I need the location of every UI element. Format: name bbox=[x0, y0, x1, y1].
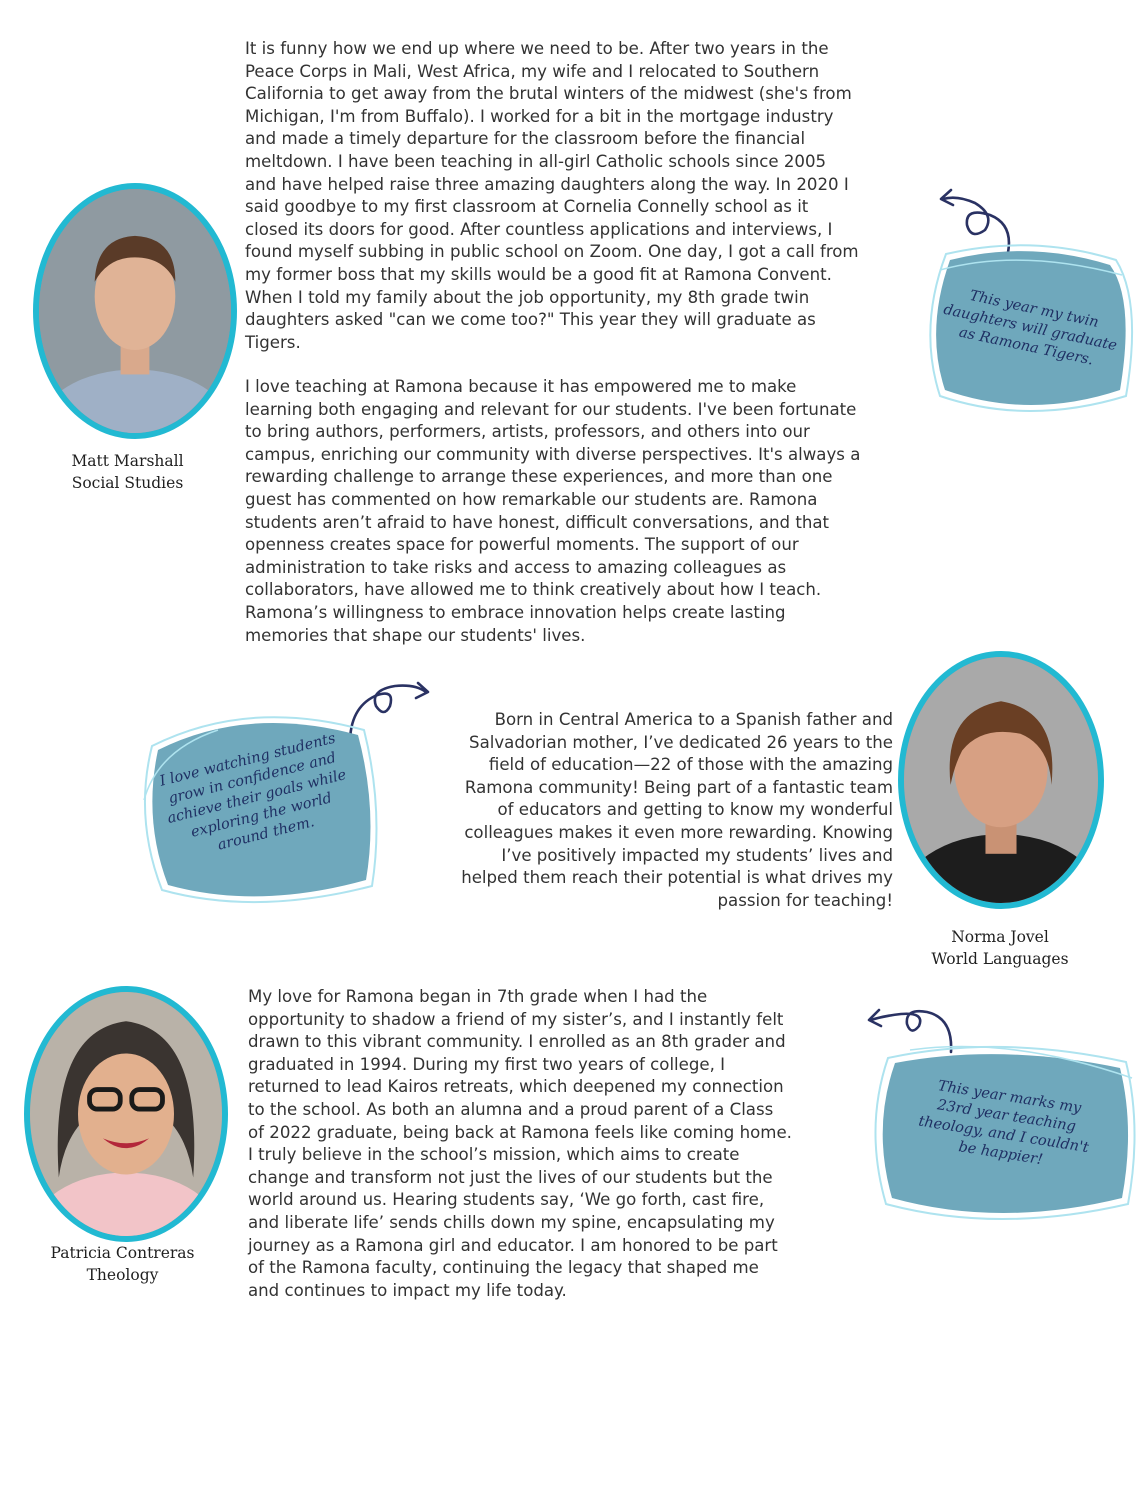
profile-1-subject: Social Studies bbox=[71, 474, 184, 492]
profile-1-quote: This year my twin daughters will graduate as Ramona Tigers. bbox=[941, 287, 1119, 369]
profile-1-caption bbox=[40, 450, 215, 494]
profile-2-quote: I love watching students grow in confidence and achieve their goals while exploring the world around them. bbox=[158, 730, 348, 854]
profile-3-subject: Theology bbox=[86, 1266, 159, 1284]
profile-1-paragraph-2: I love teaching at Ramona because it has empowered me to make learning both engaging and relevant for our students. I've been fortunate to bring authors, performers, artists, professors, and others into our campus, enriching our community with diverse perspectives. It's always a rewarding challenge to arrange these experiences, and more than one guest has commented on how remarkable our students are. Ramona students aren’t afraid to have honest, difficult conversations, and that openness creates space for powerful moments. The support of our administration to take risks and access to amazing colleagues as collaborators, have allowed me to think creatively about how I teach. Ramona’s willingness to embrace innovation helps create lasting memories that shape our students' lives. bbox=[245, 377, 861, 645]
profile-3-quote-bubble bbox=[870, 1038, 1140, 1223]
profile-3-paragraph-1: My love for Ramona began in 7th grade when I had the opportunity to shadow a friend of my sister’s, and I instantly felt drawn to this vibrant community. I enrolled as an 8th grader and graduated in 1994. During my first two years of college, I returned to lead Kairos retreats, which deepened my connection to the school. As both an alumna and a proud parent of a Class of 2022 graduate, being back at Ramona feels like coming home. I truly believe in the school’s mission, which aims to create change and transform not just the lives of our students but the world around us. Hearing students say, ‘We go forth, cast fire, and liberate life’ sends chills down my spine, encapsulating my journey as a Ramona girl and educator. I am honored to be part of the Ramona faculty, continuing the legacy that shaped me and continues to impact my life today. bbox=[248, 987, 792, 1300]
portrait-photo-icon bbox=[39, 189, 231, 433]
profile-2-paragraph-1: Born in Central America to a Spanish father and Salvadorian mother, I’ve dedicated 26 years to the field of education—22 of those with the amazing Ramona community! Being part of a fantastic team of educators and getting to know my wonderful colleagues makes it even more rewarding. Knowing I’ve positively impacted my students’ lives and helped them reach their potential is what drives my passion for teaching! bbox=[461, 710, 893, 910]
portrait-photo-icon bbox=[904, 657, 1098, 903]
profile-1-name: Matt Marshall bbox=[71, 452, 184, 470]
profile-2-photo bbox=[898, 651, 1104, 909]
profile-3-caption bbox=[20, 1242, 225, 1286]
profile-2-name: Norma Jovel bbox=[951, 928, 1049, 946]
profile-2-quote-bubble bbox=[138, 710, 378, 905]
portrait-photo-icon bbox=[30, 992, 222, 1236]
profile-3-name: Patricia Contreras bbox=[50, 1244, 195, 1262]
profile-1-photo bbox=[33, 183, 237, 439]
profile-1-quote-bubble bbox=[920, 240, 1140, 425]
profile-2-caption bbox=[915, 926, 1085, 970]
profile-2-subject: World Languages bbox=[931, 950, 1069, 968]
profile-3-quote: This year marks my 23rd year teaching theology, and I couldn't be happier! bbox=[917, 1078, 1090, 1169]
profile-3-photo bbox=[24, 986, 228, 1242]
profile-1-paragraph-1: It is funny how we end up where we need to be. After two years in the Peace Corps in Mali, West Africa, my wife and I relocated to Southern California to get away from the brutal winters of the midwest (she's from Michigan, I'm from Buffalo). I worked for a bit in the mortgage industry and made a timely departure for the classroom before the financial meltdown. I have been teaching in all-girl Catholic schools since 2005 and have helped raise three amazing daughters along the way. In 2020 I said goodbye to my first classroom at Cornelia Connelly school as it closed its doors for good. After countless applications and interviews, I found myself subbing in public school on Zoom. One day, I got a call from my former boss that my skills would be a good fit at Ramona Convent. When I told my family about the job opportunity, my 8th grade twin daughters asked "can we come too?" This year they will graduate as Tigers. bbox=[245, 39, 859, 352]
